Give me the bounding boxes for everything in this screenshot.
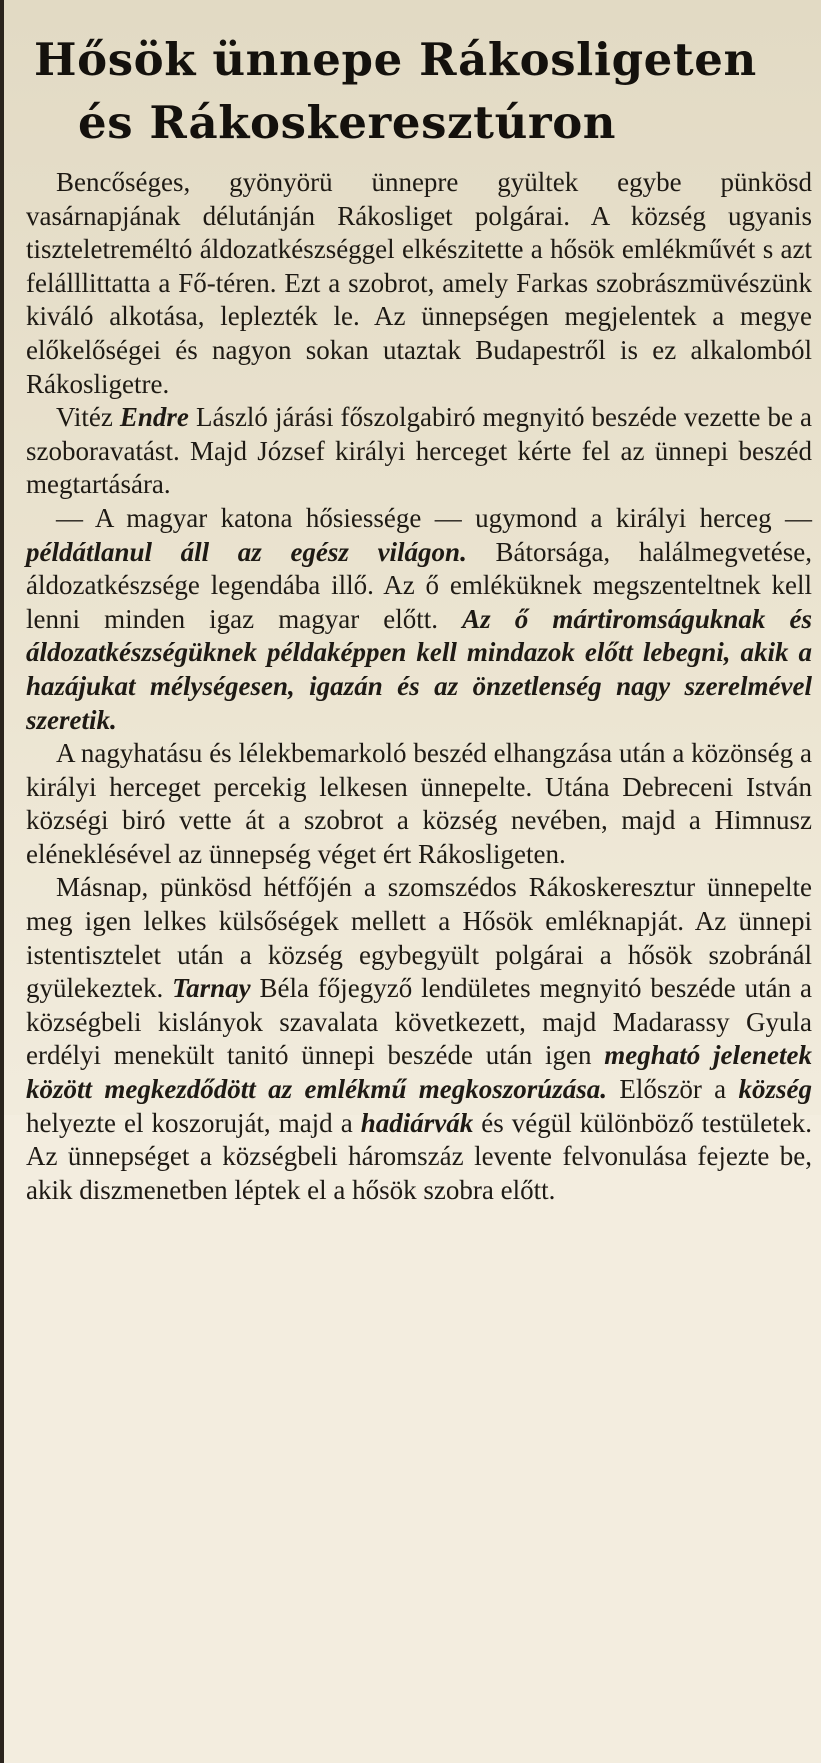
paragraph-text: Béla főjegyző lendületes megnyitó beszéde után a községbeli kislányok szavalata következett, majd Madarassy Gyula erdélyi menekült tanitó ünnepi beszéde után igen [26,973,812,1071]
article-body [26,166,812,1207]
paragraph-text: és végül különböző testületek. Az ünnepséget a községbeli háromszáz levente felvonulása fejezte be, akik diszmenetben léptek el a hősök szobra előtt. [26,1107,812,1205]
paragraph-text: Benсőséges, gyönyörü ünnepre gyültek egybe pünkösd vasárnapjának délutánján Rákosliget polgárai. A község ugyanis tiszteletreméltó áldozatkészséggel elkészitette a hősök emlékművét s azt felálllittatta a Fő-téren. Ezt a szobrot, amely Farkas szobrászmüvészünk kiváló alkotása, leplezték le. Az ünnepségen megjelentek a megye előkelőségei és nagyon sokan utaztak Budapestről is ez alkalomból Rákosligetre. [26,167,812,399]
article-paragraph [26,166,812,401]
paragraph-text: helyezte el koszoruját, majd a [26,1107,361,1138]
emphasized-text: hadiárvák [360,1107,474,1138]
paragraph-text: A nagyhatásu és lélekbemarkoló beszéd elhangzása után a közönség a királyi herceget percekig lelkesen ünnepelte. Utána Debreceni István községi biró vette át a szobrot a község nevében, majd a Himnusz eléneklésével az ünnepség véget ért Rákosligeten. [26,738,812,869]
article-paragraph [26,871,812,1207]
emphasized-text: Tarnay [172,973,251,1004]
emphasized-text: Endre [119,402,189,433]
article-paragraph [26,502,812,737]
emphasized-text: Az ő mártiromságuknak és áldozatkészségüknek példaképpen kell mindazok előtt lebegni, akik a hazájukat mélységesen, igazán és az önzetlenség nagy szerelmével szeretik. [26,603,812,735]
paragraph-text: László járási főszolgabiró megnyitó beszéde vezette be a szoboravatást. Majd József királyi herceget kérte fel az ünnepi beszéd megtartására. [26,402,812,500]
emphasized-text: példátlanul áll az egész világon. [26,536,467,567]
paragraph-text: Vitéz [56,402,120,433]
paragraph-text: — A magyar katona hősiessége — ugymond a királyi herceg — [56,502,812,533]
article-paragraph [26,737,812,871]
paragraph-text: Először a [607,1074,739,1105]
article-column [26,28,812,1207]
headline [34,28,812,154]
headline-line-1: Hősök ünnepe Rákosligeten [34,33,757,86]
paragraph-text: Másnap, pünkösd hétfőjén a szomszédos Rákoskeresztur ünnepelte meg igen lelkes külsőségek mellett a Hősök emléknapját. Az ünnepi istentisztelet után a község egybegyült polgárai a hősök szobránál gyülekeztek. [26,872,812,1004]
headline-line-2: és Rákoskeresztúron [78,96,617,149]
paragraph-text: Bátorsága, halálmegvetése, áldozatkészsége legendába illő. Az ő emléküknek megszenteltnek kell lenni minden igaz magyar előtt. [26,536,812,634]
emphasized-text: község [738,1074,812,1105]
emphasized-text: megható jelenetek között megkezdődött az emlékmű megkoszorúzása. [26,1040,812,1105]
paper-strip [4,1115,821,1763]
article-paragraph [26,401,812,502]
